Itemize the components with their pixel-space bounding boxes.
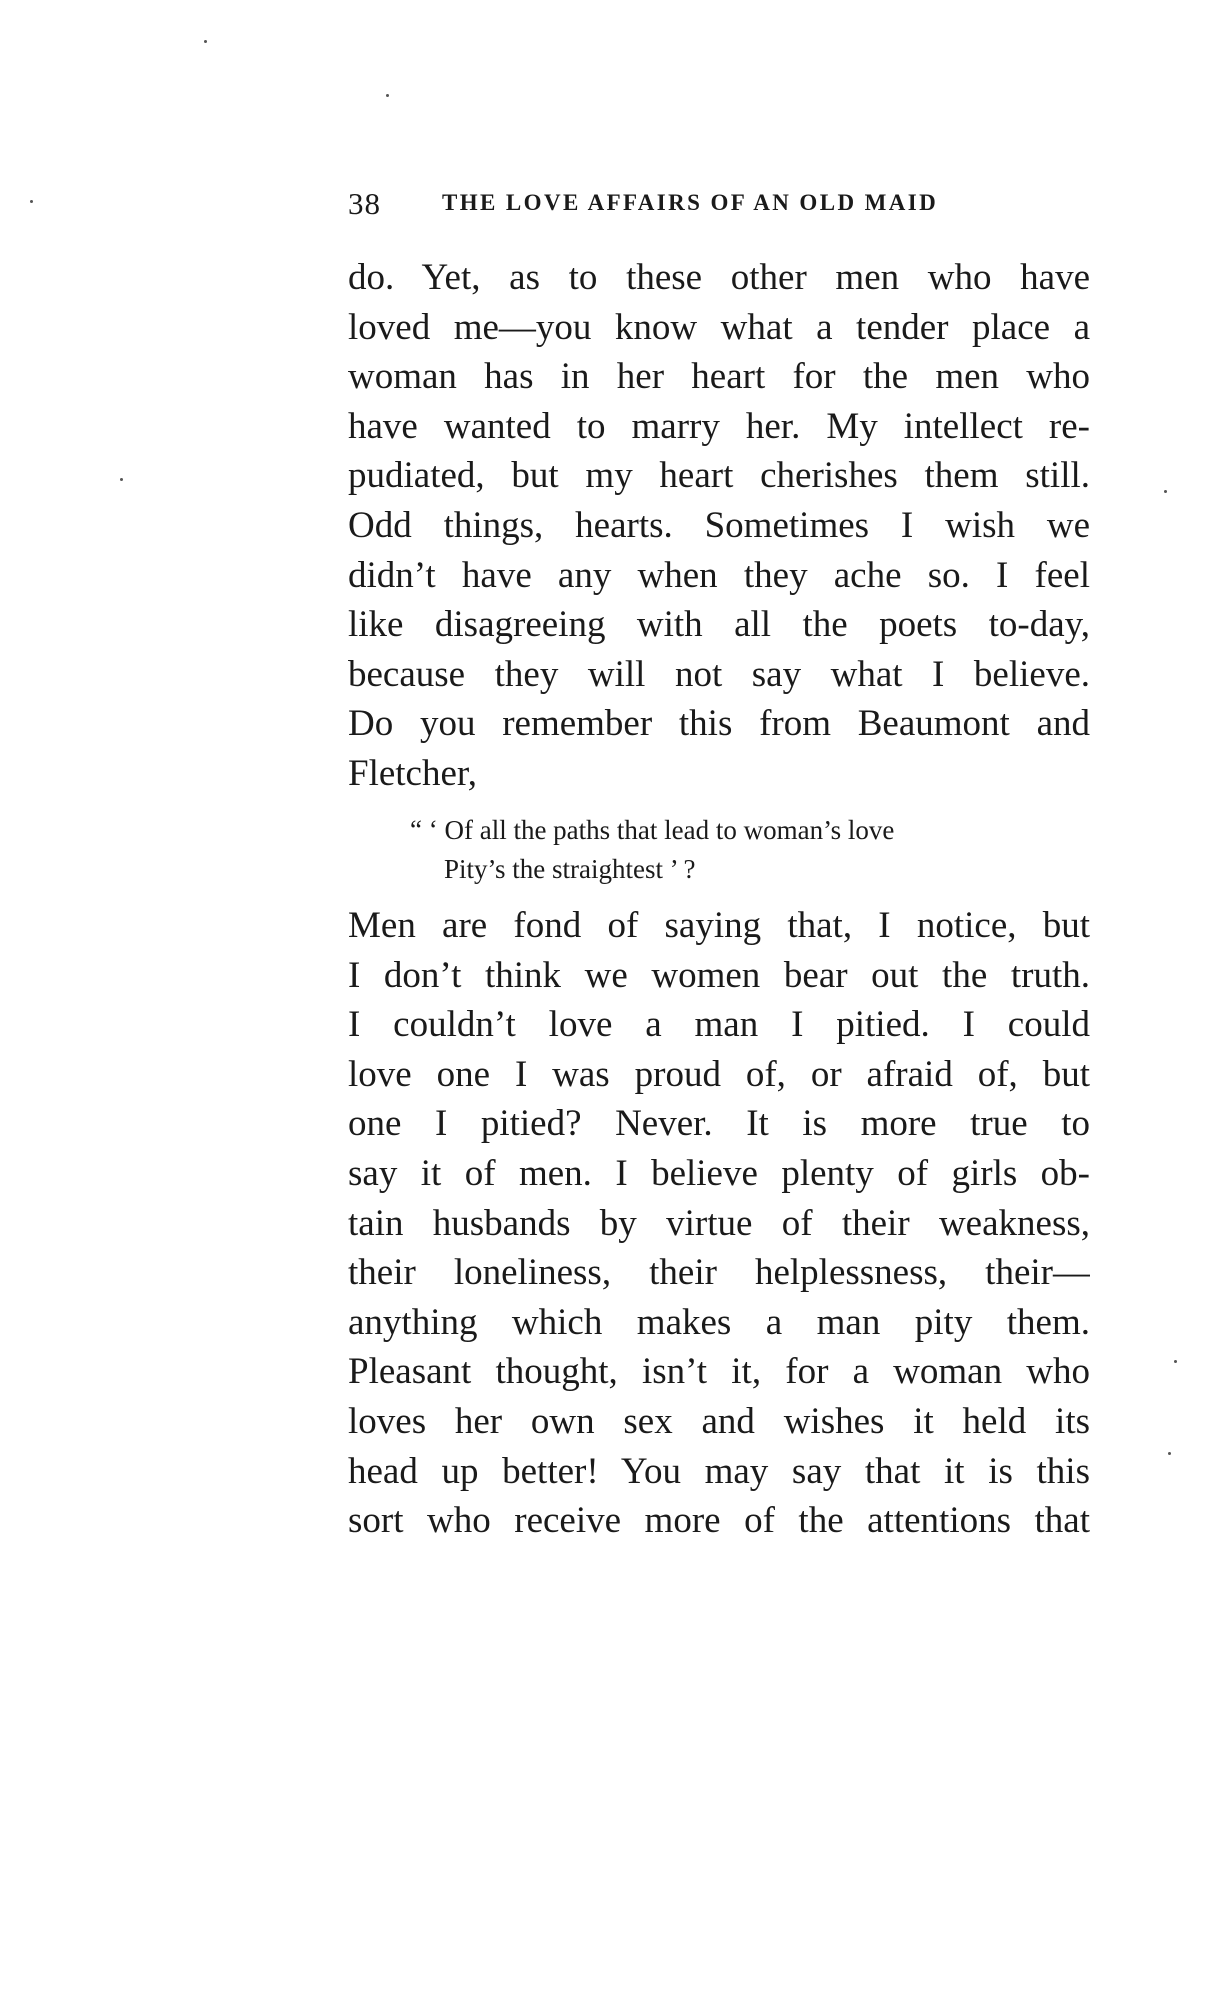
- text-line: Do you remember this from Beaumont and: [348, 703, 1090, 745]
- paper-speck: [1168, 1452, 1171, 1455]
- text-line: anything which makes a man pity them.: [348, 1301, 1090, 1343]
- running-head: [348, 186, 1098, 226]
- text-line: didn’t have any when they ache so. I feel: [348, 554, 1090, 596]
- paper-speck: [30, 200, 33, 203]
- paper-speck: [1164, 490, 1167, 493]
- quote-line: “ ‘ Of all the paths that lead to woman’s love: [410, 815, 895, 845]
- running-title: THE LOVE AFFAIRS OF AN OLD MAID: [442, 190, 939, 215]
- text-line: Odd things, hearts. Sometimes I wish we: [348, 504, 1090, 546]
- paper-speck: [1174, 1360, 1177, 1363]
- text-line: I don’t think we women bear out the truth.: [348, 954, 1090, 996]
- text-line: love one I was proud of, or afraid of, but: [348, 1053, 1090, 1095]
- paragraph-2: [348, 901, 1090, 1546]
- paper-speck: [120, 478, 123, 481]
- text-line: like disagreeing with all the poets to-day,: [348, 604, 1090, 646]
- text-line: because they will not say what I believe.: [348, 653, 1090, 695]
- text-line: do. Yet, as to these other men who have: [348, 257, 1090, 298]
- quote-line: Pity’s the straightest ’ ?: [444, 854, 696, 884]
- verse-quotation: [410, 811, 1090, 889]
- text-line: tain husbands by virtue of their weakness,: [348, 1202, 1090, 1244]
- paper-speck: [204, 40, 207, 43]
- text-line: loved me—you know what a tender place a: [348, 306, 1090, 348]
- paragraph-1: [348, 253, 1090, 799]
- text-line: pudiated, but my heart cherishes them still.: [348, 455, 1090, 497]
- text-line: sort who receive more of the attentions that: [348, 1500, 1090, 1542]
- text-line: one I pitied? Never. It is more true to: [348, 1103, 1090, 1145]
- text-line: their loneliness, their helplessness, their—: [348, 1252, 1090, 1294]
- paper-speck: [386, 94, 389, 97]
- text-line: loves her own sex and wishes it held its: [348, 1400, 1090, 1442]
- text-line: head up better! You may say that it is this: [348, 1450, 1090, 1492]
- text-line: I couldn’t love a man I pitied. I could: [348, 1004, 1090, 1046]
- text-line: Men are fond of saying that, I notice, but: [348, 905, 1090, 946]
- text-line: say it of men. I believe plenty of girls ob-: [348, 1152, 1090, 1194]
- text-line: Fletcher,: [348, 752, 477, 794]
- text-line: Pleasant thought, isn’t it, for a woman who: [348, 1351, 1090, 1393]
- page-number: 38: [348, 186, 381, 221]
- text-line: have wanted to marry her. My intellect re-: [348, 405, 1090, 447]
- text-line: woman has in her heart for the men who: [348, 356, 1090, 398]
